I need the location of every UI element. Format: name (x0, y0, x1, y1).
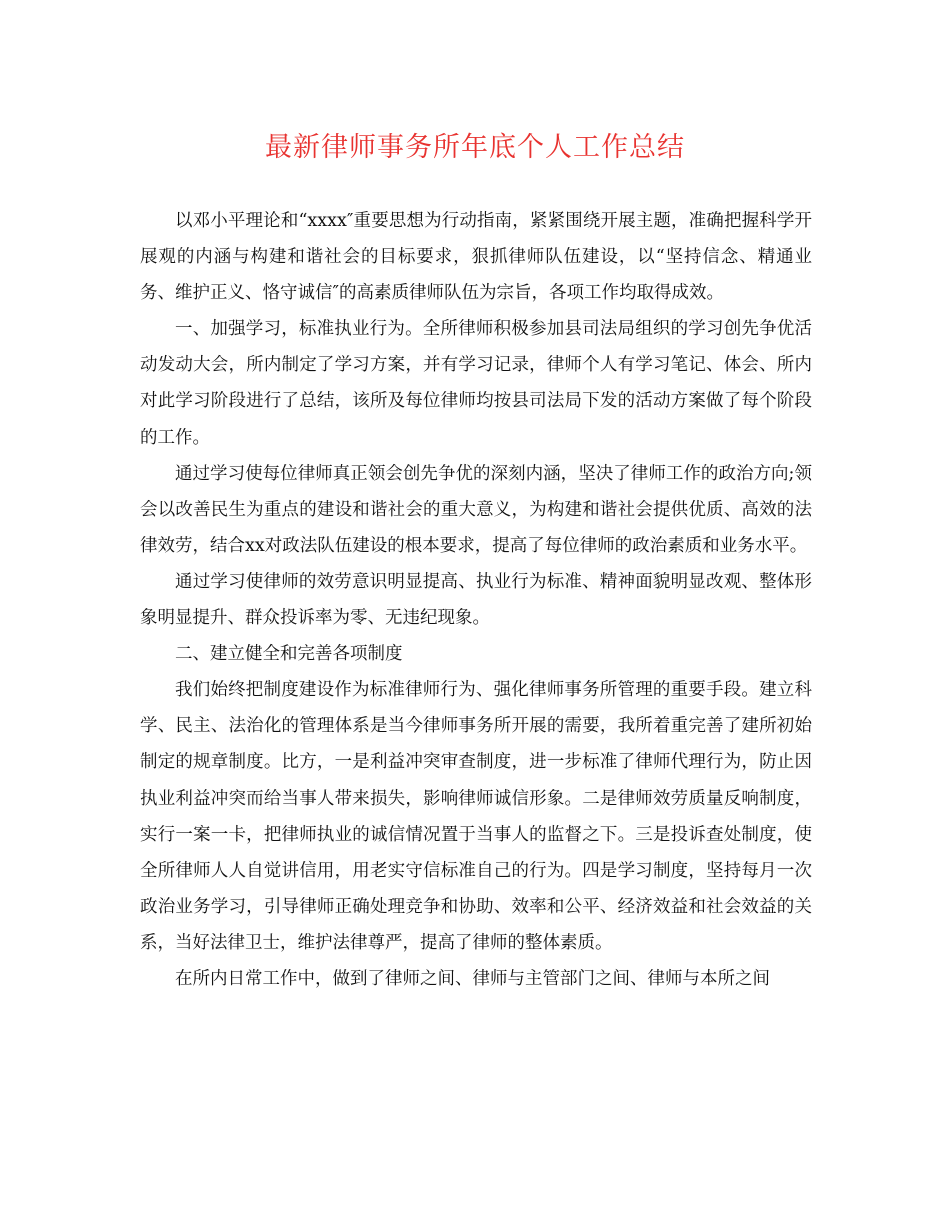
paragraph-intro: 以邓小平理论和“xxxx″重要思想为行动指南，紧紧围绕开展主题，准确把握科学开展观的内涵与构建和谐社会的目标要求，狠抓律师队伍建设，以“坚持信念、精通业务、维护正义、恪守诚信″的高素质律师队伍为宗旨，各项工作均取得成效。 (140, 211, 812, 304)
heading-section-two: 二、建立健全和完善各项制度 (175, 644, 403, 665)
paragraph-section-one: 一、加强学习，标准执业行为。全所律师积极参加县司法局组织的学习创先争优活动发动大会，所内制定了学习方案，并有学习记录，律师个人有学习笔记、体会、所内对此学习阶段进行了总结，该所及每位律师均按县司法局下发的活动方案做了每个阶段的工作。 (140, 319, 812, 448)
paragraph-service-awareness: 通过学习使律师的效劳意识明显提高、执业行为标准、精神面貌明显改观、整体形象明显提升、群众投诉率为零、无违纪现象。 (140, 571, 812, 629)
paragraph-study-effect: 通过学习使每位律师真正领会创先争优的深刻内涵，坚决了律师工作的政治方向;领会以改善民生为重点的建设和谐社会的重大意义，为构建和谐社会提供优质、高效的法律效劳，结合xx对政法队伍建设的根本要求，提高了每位律师的政治素质和业务水平。 (140, 463, 812, 556)
document-title: 最新律师事务所年底个人工作总结 (265, 132, 685, 163)
document-body (140, 203, 812, 997)
paragraph-system-building: 我们始终把制度建设作为标准律师行为、强化律师事务所管理的重要手段。建立科学、民主、法治化的管理体系是当今律师事务所开展的需要，我所着重完善了建所初始制定的规章制度。比方，一是利益冲突审查制度，进一步标准了律师代理行为，防止因执业利益冲突而给当事人带来损失，影响律师诚信形象。二是律师效劳质量反响制度，实行一案一卡，把律师执业的诚信情况置于当事人的监督之下。三是投诉查处制度，使全所律师人人自觉讲信用，用老实守信标准自己的行为。四是学习制度，坚持每月一次政治业务学习，引导律师正确处理竞争和协助、效率和公平、经济效益和社会效益的关系，当好法律卫士，维护法律尊严，提高了律师的整体素质。 (140, 680, 812, 953)
paragraph-daily-work: 在所内日常工作中，做到了律师之间、律师与主管部门之间、律师与本所之间 (175, 968, 770, 989)
